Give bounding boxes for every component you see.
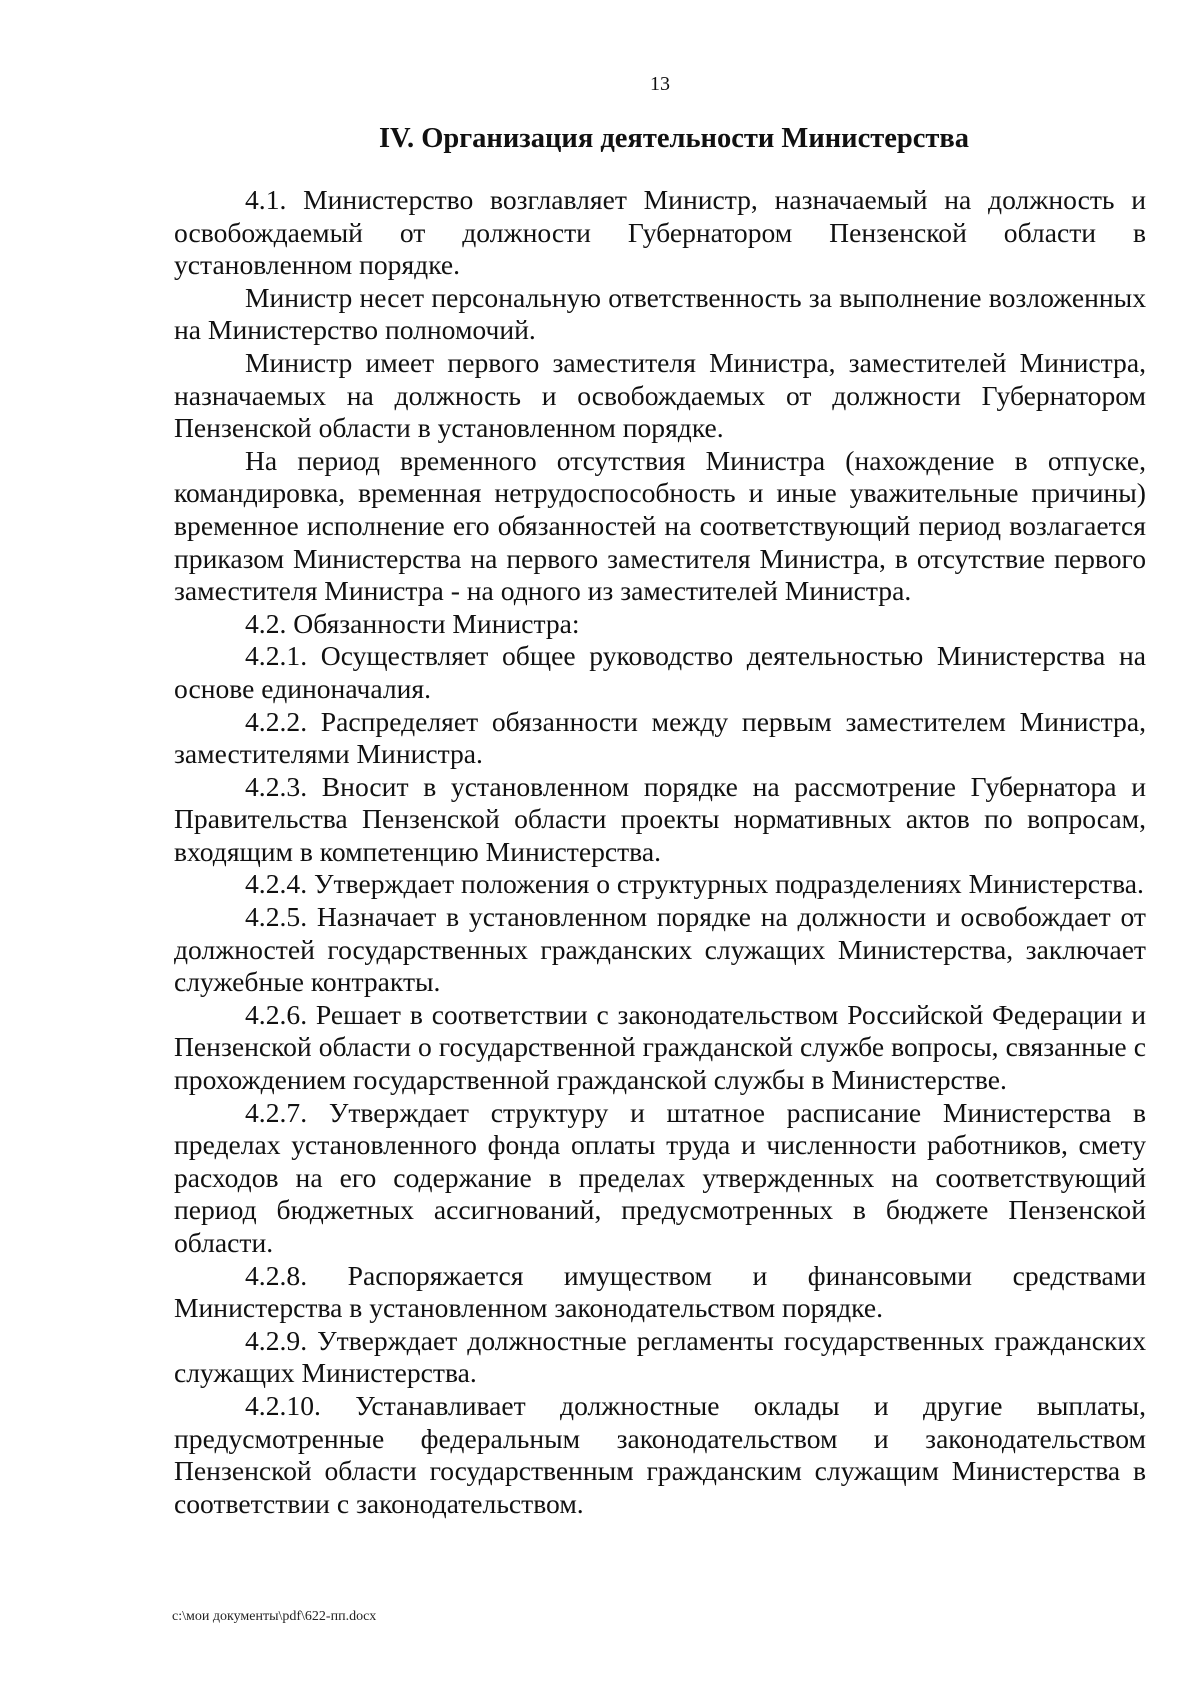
paragraph-4-2: 4.2. Обязанности Министра: bbox=[245, 607, 580, 639]
document-body bbox=[174, 184, 1146, 1520]
paragraph-4-2-7: 4.2.7. Утверждает структуру и штатное расписание Министерства в пределах установленного фонда оплаты труда и численности работников, смету расходов на его содержание в пределах утвержденных на соответствующий период бюджетных ассигнований, предусмотренных в бюджете Пензенской области. bbox=[174, 1096, 1146, 1258]
section-heading: IV. Организация деятельности Министерства bbox=[378, 123, 970, 154]
paragraph-4-2-1: 4.2.1. Осуществляет общее руководство деятельностью Министерства на основе единоначалия. bbox=[174, 640, 1146, 704]
paragraph-temporary-absence: На период временного отсутствия Министра (нахождение в отпуске, командировка, временная нетрудоспособность и иные уважительные причины) временное исполнение его обязанностей на соответствующий период возлагается приказом Министерства на первого заместителя Министра, в отсутствие первого заместителя Министра - на одного из заместителей Министра. bbox=[174, 444, 1146, 607]
footer-file-path: c:\мои документы\pdf\622-пп.docx bbox=[172, 1609, 377, 1624]
paragraph-4-2-10: 4.2.10. Устанавливает должностные оклады и другие выплаты, предусмотренные федеральным законодательством и законодательством Пензенской области государственным гражданским служащим Министерства в соответствии с законодательством. bbox=[174, 1389, 1146, 1519]
paragraph-4-2-9: 4.2.9. Утверждает должностные регламенты государственных гражданских служащих Министерства. bbox=[174, 1324, 1146, 1389]
paragraph-4-2-2: 4.2.2. Распределяет обязанности между первым заместителем Министра, заместителями Министра. bbox=[174, 705, 1146, 770]
paragraph-4-2-3: 4.2.3. Вносит в установленном порядке на рассмотрение Губернатора и Правительства Пензенской области проекты нормативных актов по вопросам, входящим в компетенцию Министерства. bbox=[174, 770, 1146, 867]
paragraph-4-1: 4.1. Министерство возглавляет Министр, назначаемый на должность и освобождаемый от должности Губернатором Пензенской области в установленном порядке. bbox=[174, 184, 1146, 281]
paragraph-4-2-8: 4.2.8. Распоряжается имуществом и финансовыми средствами Министерства в установленном законодательством порядке. bbox=[174, 1259, 1146, 1324]
paragraph-4-2-6: 4.2.6. Решает в соответствии с законодательством Российской Федерации и Пензенской области о государственной гражданской службе вопросы, связанные с прохождением государственной гражданской службы в Министерстве. bbox=[174, 998, 1146, 1096]
paragraph-deputies: Министр имеет первого заместителя Министра, заместителей Министра, назначаемых на должность и освобождаемых от должности Губернатором Пензенской области в установленном порядке. bbox=[174, 346, 1146, 444]
page-number: 13 bbox=[650, 73, 670, 95]
paragraph-minister-responsibility: Министр несет персональную ответственность за выполнение возложенных на Министерство полномочий. bbox=[174, 281, 1146, 346]
paragraph-4-2-5: 4.2.5. Назначает в установленном порядке на должности и освобождает от должностей государственных гражданских служащих Министерства, заключает служебные контракты. bbox=[174, 901, 1146, 998]
paragraph-4-2-4: 4.2.4. Утверждает положения о структурных подразделениях Министерства. bbox=[245, 868, 1144, 900]
